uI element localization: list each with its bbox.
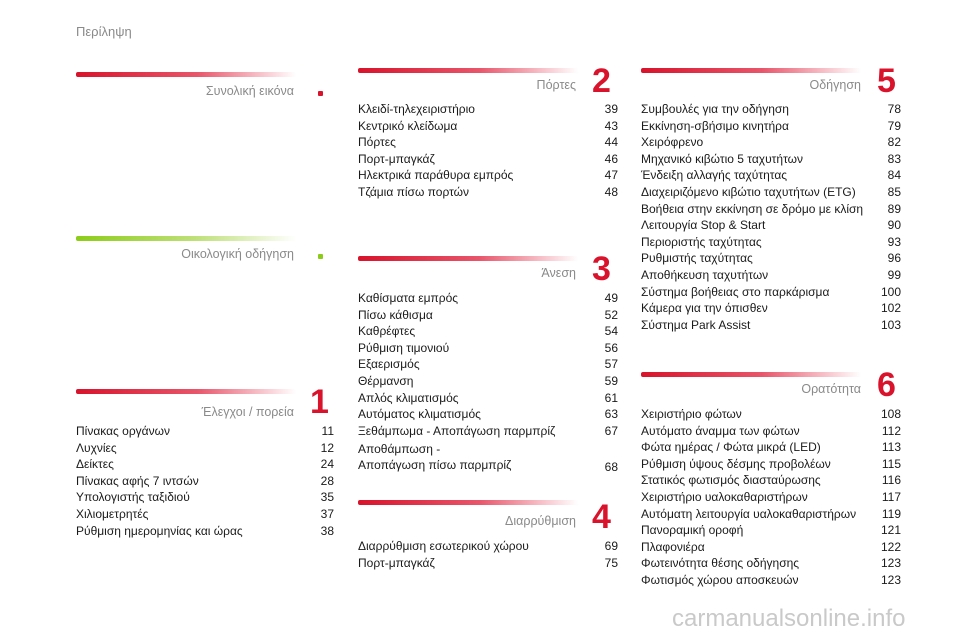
section-marker (318, 254, 323, 259)
toc-entry[interactable]: Δείκτες 24 (76, 457, 334, 472)
toc-entry[interactable]: Καθίσματα εμπρός 49 (358, 291, 618, 305)
toc-entry[interactable]: Πορτ-μπαγκάζ 46 (358, 151, 618, 166)
toc-entry[interactable]: Αυτόματο άναμμα των φώτων 112 (641, 423, 901, 438)
section-overview (76, 72, 336, 112)
toc-entry[interactable]: Σύστημα Park Assist 103 (641, 317, 901, 332)
section-storage (358, 500, 618, 580)
toc-entry[interactable]: Πίνακας αφής 7 ιντσών 28 (76, 473, 334, 488)
section-doors (358, 62, 618, 208)
toc-entry[interactable]: Πίσω κάθισμα 52 (358, 307, 618, 322)
section-number: 1 (310, 383, 329, 421)
toc-entry[interactable]: Κλειδί-τηλεχειριστήριο 39 (358, 102, 618, 116)
toc-entry[interactable]: Διαχειριζόμενο κιβώτιο ταχυτήτων (ETG) 85 (641, 184, 901, 199)
section-number: 6 (877, 366, 896, 404)
toc-entry[interactable]: Χειρόφρενο 82 (641, 135, 901, 150)
toc-entry[interactable]: Βοήθεια στην εκκίνηση σε δρόμο με κλίση 89 (641, 201, 901, 216)
section-marker (318, 91, 323, 96)
toc-entry[interactable]: Χειριστήριο υαλοκαθαριστήρων 117 (641, 489, 901, 504)
toc-entry[interactable]: Πίνακας οργάνων 11 (76, 424, 334, 438)
toc-entry[interactable]: Φωτισμός χώρου αποσκευών 123 (641, 572, 901, 587)
toc-entry[interactable]: Ρύθμιση ημερομηνίας και ώρας 38 (76, 523, 334, 538)
section-heading[interactable]: Οδήγηση (809, 78, 861, 92)
toc-entry[interactable]: Ρυθμιστής ταχύτητας 96 (641, 251, 901, 266)
section-heading[interactable]: Πόρτες (536, 78, 576, 92)
toc-entry[interactable]: Αυτόματος κλιματισμός 63 (358, 407, 618, 422)
toc-entry[interactable]: Ξεθάμπωμα - Αποπάγωση παρμπρίζ 67 (358, 423, 618, 438)
toc-entry[interactable]: Διαρρύθμιση εσωτερικού χώρου 69 (358, 539, 618, 553)
toc-entry[interactable]: Λυχνίες 12 (76, 440, 334, 455)
toc-entry[interactable]: Χιλιομετρητές 37 (76, 506, 334, 521)
toc-entry[interactable]: Αποθάμπωση - Αποπάγωση πίσω παρμπρίζ 68 (358, 442, 618, 475)
toc-entry[interactable]: Απλός κλιματισμός 61 (358, 390, 618, 405)
section-heading[interactable]: Οικολογική οδήγηση (181, 247, 294, 261)
toc-entry[interactable]: Περιοριστής ταχύτητας 93 (641, 234, 901, 249)
toc-entry[interactable]: Υπολογιστής ταξιδιού 35 (76, 490, 334, 505)
toc-entry[interactable]: Σύστημα βοήθειας στο παρκάρισμα 100 (641, 284, 901, 299)
toc-entry[interactable]: Ρύθμιση τιμονιού 56 (358, 340, 618, 355)
section-heading[interactable]: Συνολική εικόνα (205, 84, 294, 98)
toc-entry[interactable]: Μηχανικό κιβώτιο 5 ταχυτήτων 83 (641, 151, 901, 166)
toc-entry[interactable]: Ρύθμιση ύψους δέσμης προβολέων 115 (641, 456, 901, 471)
section-heading[interactable]: Άνεση (541, 266, 576, 280)
toc-entry[interactable]: Φώτα ημέρας / Φώτα μικρά (LED) 113 (641, 440, 901, 455)
section-heading[interactable]: Ορατότητα (801, 382, 861, 396)
toc-entry[interactable]: Πορτ-μπαγκάζ 75 (358, 555, 618, 570)
section-number: 4 (592, 498, 611, 536)
toc-entry[interactable]: Τζάμια πίσω πορτών 48 (358, 184, 618, 199)
toc-entry[interactable]: Κεντρικό κλείδωμα 43 (358, 118, 618, 133)
toc-entry[interactable]: Πόρτες 44 (358, 135, 618, 150)
toc-entry[interactable]: Συμβουλές για την οδήγηση 78 (641, 102, 901, 116)
toc-entry[interactable]: Εκκίνηση-σβήσιμο κινητήρα 79 (641, 118, 901, 133)
toc-entry[interactable]: Κάμερα για την όπισθεν 102 (641, 301, 901, 316)
toc-entry[interactable]: Χειριστήριο φώτων 108 (641, 407, 901, 421)
section-controls (76, 383, 336, 549)
watermark: carmanualsonline.info (672, 605, 906, 632)
toc-entry[interactable]: Πλαφονιέρα 122 (641, 539, 901, 554)
section-eco (76, 236, 336, 276)
toc-entry[interactable]: Φωτεινότητα θέσης οδήγησης 123 (641, 556, 901, 571)
toc-entry[interactable]: Αποθήκευση ταχυτήτων 99 (641, 267, 901, 282)
toc-entry[interactable]: Αυτόματη λειτουργία υαλοκαθαριστήρων 119 (641, 506, 901, 521)
page-title: Περίληψη (76, 24, 132, 39)
toc-entry[interactable]: Ένδειξη αλλαγής ταχύτητας 84 (641, 168, 901, 183)
toc-entry[interactable]: Λειτουργία Stop & Start 90 (641, 218, 901, 233)
toc-entry[interactable]: Πανοραμική οροφή 121 (641, 523, 901, 538)
toc-entry[interactable]: Εξαερισμός 57 (358, 357, 618, 372)
section-number: 5 (877, 62, 896, 100)
section-number: 3 (592, 250, 611, 288)
toc-entry[interactable]: Ηλεκτρικά παράθυρα εμπρός 47 (358, 168, 618, 183)
section-visibility (641, 366, 903, 592)
toc-entry[interactable]: Στατικός φωτισμός διασταύρωσης 116 (641, 473, 901, 488)
section-heading[interactable]: Διαρρύθμιση (504, 514, 576, 528)
section-number: 2 (592, 62, 611, 100)
section-driving (641, 62, 903, 338)
section-heading[interactable]: Έλεγχοι / πορεία (201, 405, 294, 419)
toc-entry[interactable]: Καθρέφτες 54 (358, 324, 618, 339)
section-comfort (358, 250, 618, 476)
toc-entry[interactable]: Θέρμανση 59 (358, 373, 618, 388)
